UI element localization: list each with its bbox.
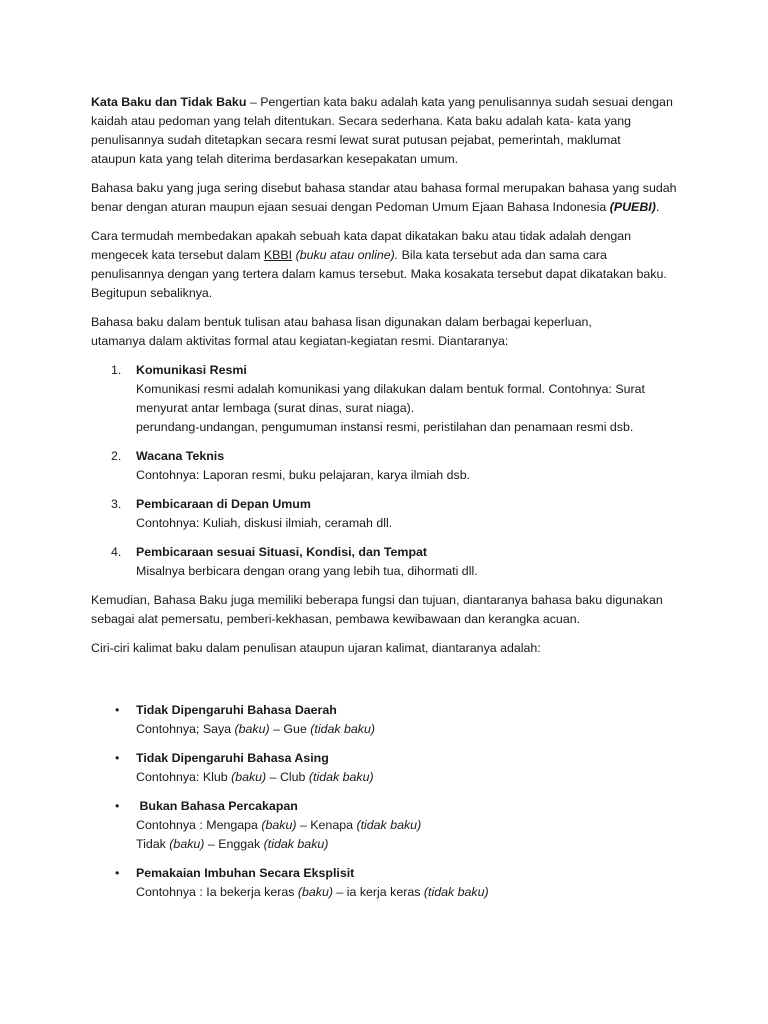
- characteristics-paragraph: Ciri-ciri kalimat baku dalam penulisan ataupun ujaran kalimat, diantaranya adalah:: [91, 641, 541, 655]
- intro-paragraph: Kata Baku dan Tidak Baku – Pengertian kata baku adalah kata yang penulisannya sudah sesuai dengan kaidah atau pedoman yang telah ditentukan. Secara sederhana. Kata baku adalah kata- kata yang penulisannya sudah ditetapkan secara resmi lewat surat putusan pejabat, pemerintah, maklumat ataupun kata yang telah diterima berdasarkan kesepakatan umum.: [91, 95, 673, 166]
- list-item: • Tidak Dipengaruhi Bahasa Asing Contohnya: Klub (baku) – Club (tidak baku): [115, 751, 374, 784]
- list-item: • Tidak Dipengaruhi Bahasa Daerah Contohnya; Saya (baku) – Gue (tidak baku): [115, 703, 376, 736]
- kbbi-link[interactable]: KBBI: [263, 248, 293, 262]
- bullet-icon: •: [115, 866, 120, 880]
- list-item: • Pemakaian Imbuhan Secara Eksplisit Contohnya : Ia bekerja keras (baku) – ia kerja keras (tidak baku): [115, 866, 489, 899]
- kbbi-paragraph: Cara termudah membedakan apakah sebuah kata dapat dikatakan baku atau tidak adalah dengan mengecek kata tersebut dalam KBBI (buku atau online). Bila kata tersebut ada dan sama cara penulisannya dengan yang tertera dalam kamus tersebut. Maka kosakata tersebut dapat dikatakan baku. Begitupun sebaliknya.: [91, 229, 667, 300]
- puebi-abbrev: (PUEBI): [609, 200, 656, 214]
- function-paragraph: Kemudian, Bahasa Baku juga memiliki beberapa fungsi dan tujuan, diantaranya bahasa baku digunakan sebagai alat pemersatu, pemberi-kekhasan, pembawa kewibawaan dan kerangka acuan.: [91, 593, 663, 626]
- usage-paragraph: Bahasa baku dalam bentuk tulisan atau bahasa lisan digunakan dalam berbagai keperluan, utamanya dalam aktivitas formal atau kegiatan-kegiatan resmi. Diantaranya:: [91, 315, 592, 348]
- bullet-icon: •: [115, 751, 120, 765]
- list-item: 3. Pembicaraan di Depan Umum Contohnya: Kuliah, diskusi ilmiah, ceramah dll.: [111, 497, 393, 530]
- bullet-icon: •: [115, 703, 120, 717]
- list-item: 2. Wacana Teknis Contohnya: Laporan resmi, buku pelajaran, karya ilmiah dsb.: [111, 449, 471, 482]
- list-item: 1. Komunikasi Resmi Komunikasi resmi adalah komunikasi yang dilakukan dalam bentuk formal. Contohnya: Surat menyurat antar lembaga (surat dinas, surat niaga). perundang-undangan, pengumuman instansi resmi, peristilahan dan penamaan resmi dsb.: [111, 363, 645, 434]
- list-item: 4. Pembicaraan sesuai Situasi, Kondisi, dan Tempat Misalnya berbicara dengan orang yang lebih tua, dihormati dll.: [111, 545, 478, 578]
- characteristics-list: [91, 701, 688, 902]
- standard-language-paragraph: Bahasa baku yang juga sering disebut bahasa standar atau bahasa formal merupakan bahasa yang sudah benar dengan aturan maupun ejaan sesuai dengan Pedoman Umum Ejaan Bahasa Indonesia (PUEBI).: [91, 181, 677, 214]
- bullet-icon: •: [115, 799, 120, 813]
- list-item: • Bukan Bahasa Percakapan Contohnya : Mengapa (baku) – Kenapa (tidak baku) Tidak (baku) – Enggak (tidak baku): [115, 799, 422, 851]
- intro-term: Kata Baku dan Tidak Baku: [91, 95, 247, 109]
- usage-list: [91, 361, 688, 581]
